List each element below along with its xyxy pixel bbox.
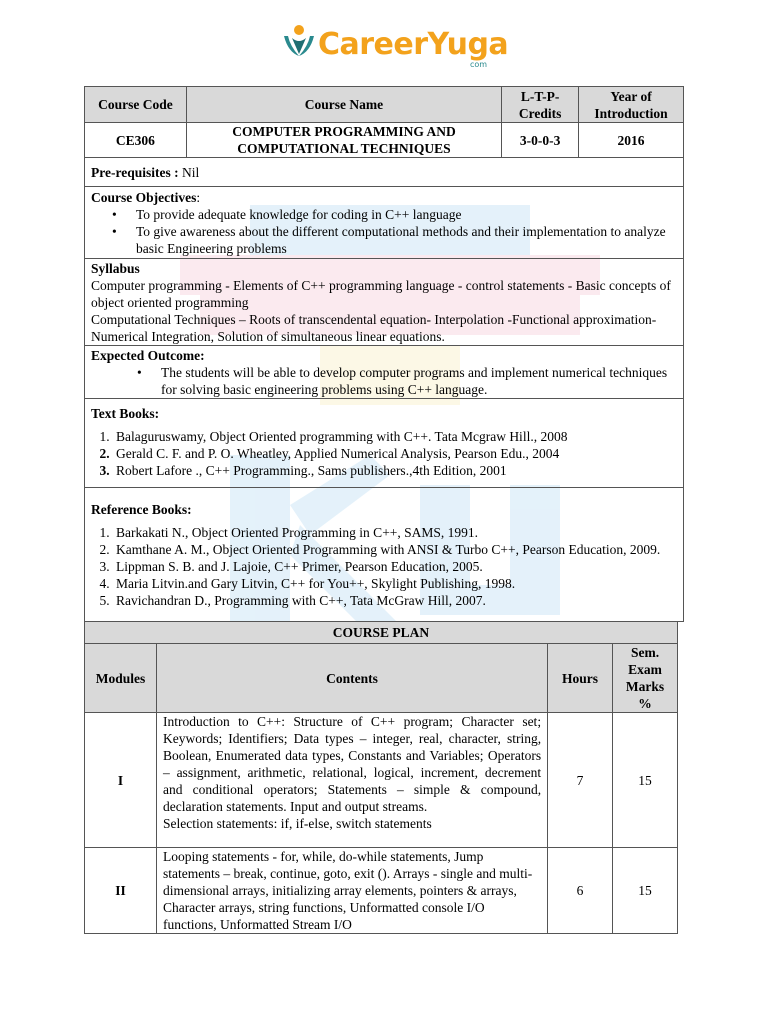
objective-item: • To provide adequate knowledge for coding in C++ language <box>136 206 677 223</box>
reference-book-item: 3. Lippman S. B. and J. Lajoie, C++ Primer, Pearson Education, 2005. <box>113 558 677 575</box>
syllabus-line: Computer programming - Elements of C++ programming language - control statements - Basic concepts of object oriented programming <box>91 278 671 310</box>
text-book-item: 1. Balaguruswamy, Object Oriented programming with C++. Tata Mcgraw Hill., 2008 <box>113 428 677 445</box>
text-book-item: 3. Robert Lafore ., C++ Programming., Sams publishers.,4th Edition, 2001 <box>113 462 677 479</box>
prerequisites-value: Nil <box>181 164 200 180</box>
reference-books-label: Reference Books: <box>91 502 192 517</box>
header-course-name: Course Name <box>186 87 501 123</box>
objectives-section: Course Objectives: • To provide adequate knowledge for coding in C++ language • To give awareness about the different computational methods and their implementation to analyze basic Engineering problems <box>85 187 684 259</box>
careeryuga-logo <box>282 20 509 76</box>
module-number: II <box>85 848 157 934</box>
module-marks: 15 <box>613 848 678 934</box>
objective-item: • To give awareness about the different computational methods and their implementation to analyze basic Engineering problems <box>136 223 677 257</box>
ltp-credits: 3-0-0-3 <box>502 123 579 158</box>
text-book-item: 2. Gerald C. F. and P. O. Wheatley, Applied Numerical Analysis, Pearson Edu., 2004 <box>113 445 677 462</box>
syllabus-line: Computational Techniques – Roots of transcendental equation- Interpolation -Functional approximation- Numerical Integration, Solution of simultaneous linear equations. <box>91 312 657 344</box>
outcome-label: Expected Outcome: <box>91 348 205 363</box>
logo-com: com <box>470 60 488 69</box>
reference-book-item: 4. Maria Litvin.and Gary Litvin, C++ for You++, Skylight Publishing, 1998. <box>113 575 677 592</box>
course-name: COMPUTER PROGRAMMING AND COMPUTATIONAL TECHNIQUES <box>186 123 501 158</box>
module-contents: Looping statements - for, while, do-while statements, Jump statements – break, continue, goto, exit (). Arrays - single and multi-dimensional arrays, initializing array elements, pointers & arrays, Character arrays, string functions, Unformatted console I/O functions, Unformatted Stream I/O <box>156 848 547 934</box>
prerequisites-label: Pre-requisites : <box>91 164 179 180</box>
module-contents: Introduction to C++: Structure of C++ program; Character set; Keywords; Identifiers; Data types – integer, real, character, string, Boolean, Enumerated data types, Constants and Variables; Operators – assignment, arithmetic, relational, logical, increment, decrement and conditional operators; Statements – simple & compound, declaration statements. Input and output streams. Selection statements: if, if-else, switch statements <box>156 713 547 848</box>
course-code: CE306 <box>85 123 187 158</box>
syllabus-label: Syllabus <box>91 261 140 276</box>
logo-person-icon <box>282 24 318 64</box>
header-modules: Modules <box>85 644 157 713</box>
reference-book-item: 1. Barkakati N., Object Oriented Programming in C++, SAMS, 1991. <box>113 524 677 541</box>
module-hours: 6 <box>548 848 613 934</box>
prerequisites-row <box>85 158 684 187</box>
header-ltp-credits: L-T-P- Credits <box>502 87 579 123</box>
year-of-introduction: 2016 <box>579 123 684 158</box>
header-contents: Contents <box>156 644 547 713</box>
reference-books-section <box>85 488 684 622</box>
reference-book-item: 5. Ravichandran D., Programming with C++, Tata McGraw Hill, 2007. <box>113 592 677 609</box>
course-info-table <box>84 86 684 622</box>
text-books-section <box>85 399 684 488</box>
outcome-item: • The students will be able to develop computer programs and implement numerical techniques for solving basic engineering problems using C++ language. <box>161 364 677 398</box>
header-marks: Sem. Exam Marks % <box>613 644 678 713</box>
reference-book-item: 2. Kamthane A. M., Object Oriented Programming with ANSI & Turbo C++, Pearson Education, 2009. <box>113 541 677 558</box>
course-plan-table <box>84 621 678 934</box>
header-course-code: Course Code <box>85 87 187 123</box>
objectives-label: Course Objectives <box>91 190 197 205</box>
syllabus-section <box>85 259 684 346</box>
text-books-label: Text Books: <box>91 406 160 421</box>
header-year: Year of Introduction <box>579 87 684 123</box>
header-hours: Hours <box>548 644 613 713</box>
module-hours: 7 <box>548 713 613 848</box>
module-marks: 15 <box>613 713 678 848</box>
outcome-section <box>85 346 684 399</box>
course-plan-title: COURSE PLAN <box>85 622 678 644</box>
module-number: I <box>85 713 157 848</box>
logo-wordmark: CareerYuga <box>318 27 509 62</box>
